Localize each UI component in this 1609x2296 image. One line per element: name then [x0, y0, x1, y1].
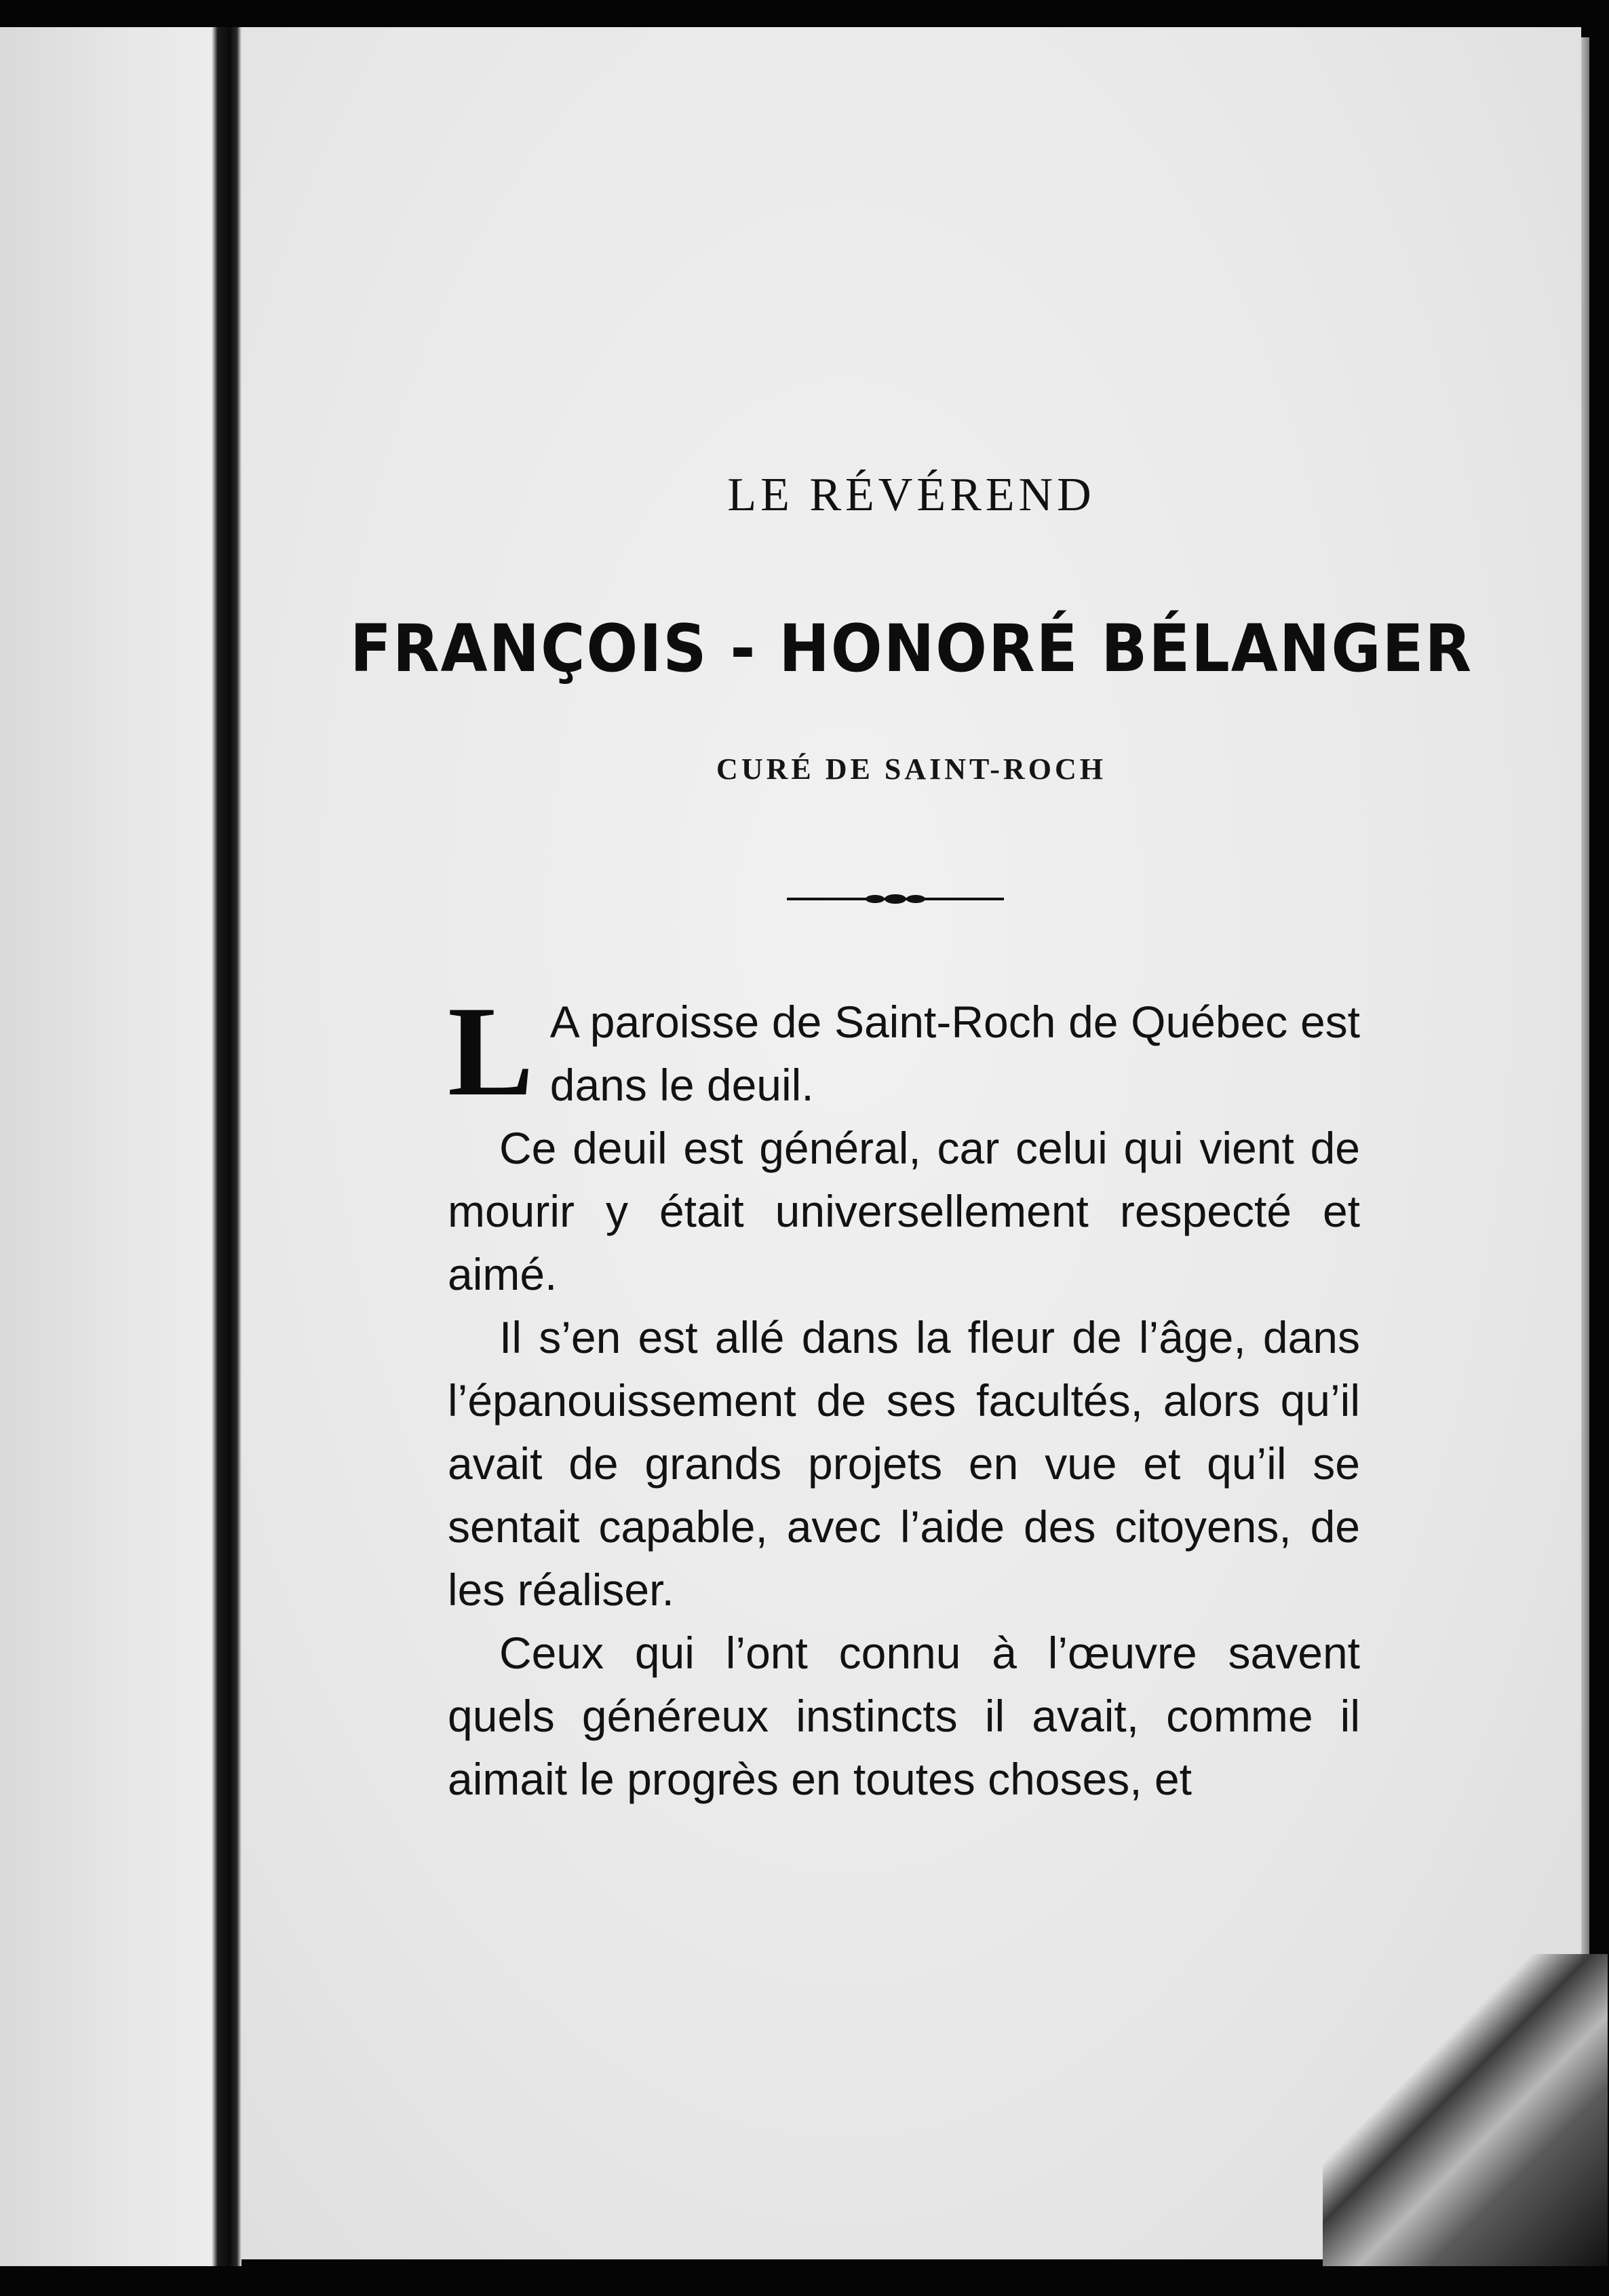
paragraph — [448, 1306, 1360, 1622]
body-text — [448, 980, 1360, 1811]
paragraph-text: Ce deuil est général, car celui qui vient de mourir y était universellement respecté et aimé. — [448, 1123, 1360, 1299]
paragraph — [448, 980, 1360, 1123]
drop-cap: L — [448, 980, 534, 1123]
paragraph — [448, 1622, 1360, 1811]
left-facing-page — [0, 27, 212, 2266]
heading-title-line: LE RÉVÉREND — [727, 469, 1096, 521]
book-gutter — [212, 27, 241, 2266]
paragraph-text: A paroisse de Saint-Roch de Québec est dans le deuil. — [549, 997, 1360, 1110]
paragraph-text: Ceux qui l’ont connu à l’œuvre savent quels généreux instincts il avait, comme il aimait le progrès en toutes choses, et — [448, 1628, 1360, 1804]
ornament-divider — [787, 892, 1004, 906]
paragraph-text: Il s’en est allé dans la fleur de l’âge, dans l’épanouissement de ses facultés, alors qu’il avait de grands projets en vue et qu’il se sentait capable, avec l’aide des citoyens, de les réaliser. — [448, 1312, 1360, 1615]
heading-subtitle-line: CURÉ DE SAINT-ROCH — [716, 752, 1106, 786]
page-edge — [1581, 37, 1589, 2256]
page-corner-shadow — [1323, 1954, 1608, 2266]
paragraph — [448, 1117, 1360, 1306]
heading-name-line: FRANÇOIS - HONORÉ BÉLANGER — [350, 611, 1473, 687]
